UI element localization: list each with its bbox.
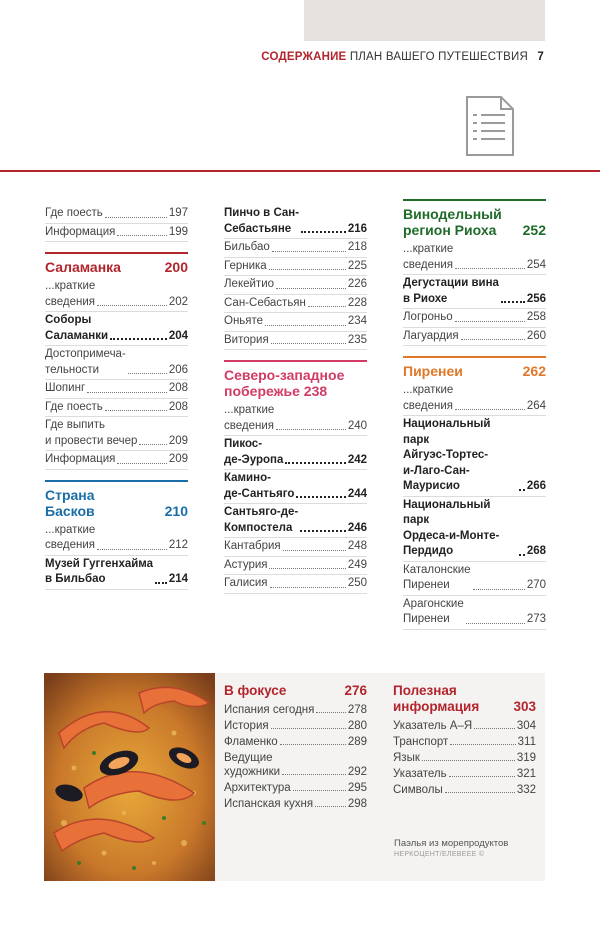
toc-entry-label: Арагонские Пиренеи xyxy=(403,597,464,625)
toc-entry-page: 270 xyxy=(526,579,546,591)
leader-dots xyxy=(269,568,345,569)
toc-entry-page: 250 xyxy=(347,577,367,589)
leader-dots xyxy=(300,530,346,532)
leader-dots xyxy=(139,444,166,445)
toc-entry[interactable] xyxy=(224,557,367,576)
toc-entry-page: 244 xyxy=(347,487,367,500)
section-title-page: 210 xyxy=(164,502,188,519)
toc-entry-label: Достопримеча- тельности xyxy=(45,348,126,376)
toc-entry[interactable] xyxy=(224,470,367,504)
toc-entry-label: История xyxy=(224,720,269,732)
toc-entry-label: Символы xyxy=(393,784,443,796)
toc-entry-page: 258 xyxy=(526,311,546,323)
toc-entry[interactable] xyxy=(45,451,188,470)
toc-entry-page: 273 xyxy=(526,613,546,625)
leader-dots xyxy=(466,623,525,624)
leader-dots xyxy=(285,462,345,464)
toc-entry-page: 226 xyxy=(347,278,367,290)
toc-entry[interactable] xyxy=(224,734,367,750)
section-title-text: Саламанка xyxy=(45,259,121,275)
toc-entry-label: Оньяте xyxy=(224,315,264,327)
toc-entry-page: 321 xyxy=(516,768,536,780)
section-title[interactable] xyxy=(45,259,188,275)
seafood-paella-photo xyxy=(44,673,215,881)
toc-entry-page: 242 xyxy=(347,453,367,466)
toc-entry[interactable] xyxy=(403,562,546,596)
leader-dots xyxy=(461,339,525,340)
toc-entry-page: 208 xyxy=(168,382,188,394)
leader-dots xyxy=(445,792,515,793)
section-title-text: Винодельный регион Риоха xyxy=(403,206,502,238)
toc-entry-page: 209 xyxy=(168,453,188,465)
leader-dots xyxy=(455,268,525,269)
leader-dots xyxy=(519,554,525,556)
toc-entry-label: Лагуардия xyxy=(403,329,459,342)
leader-dots xyxy=(155,582,167,584)
toc-entry[interactable] xyxy=(224,295,367,314)
toc-entry-label: Астурия xyxy=(224,558,268,571)
leader-dots xyxy=(280,744,346,745)
leader-dots xyxy=(271,728,346,729)
toc-entry-page: 289 xyxy=(347,736,367,748)
header-page-number: 7 xyxy=(537,51,544,63)
toc-entry-label: Пикос- де-Эуропа xyxy=(224,438,284,466)
toc-entry-page: 256 xyxy=(526,292,546,305)
leader-dots xyxy=(315,806,346,807)
leader-dots xyxy=(474,728,515,729)
leader-dots xyxy=(276,429,346,430)
leader-dots xyxy=(316,712,345,713)
toc-entry-label: Лекейтио xyxy=(224,278,275,290)
section-title-page: 262 xyxy=(522,363,546,379)
toc-entry[interactable] xyxy=(224,258,367,277)
section-title[interactable] xyxy=(224,683,367,699)
toc-entry[interactable] xyxy=(403,382,546,416)
toc-entry-label: Язык xyxy=(393,752,420,764)
toc-entry-label: Кантабрия xyxy=(224,540,281,552)
document-list-icon xyxy=(465,95,517,157)
toc-entry-label: Национальный парк Айгуэс-Тортес- и-Лаго-Сан- Маурисио xyxy=(403,418,491,492)
photo-credit: НЕРКОЦЕНТ/ЕЛЕВЕЕЕ © xyxy=(394,851,485,858)
running-header xyxy=(261,51,544,63)
header-section: СОДЕРЖАНИЕ xyxy=(261,51,347,63)
toc-entry-page: 228 xyxy=(347,296,367,309)
section-title[interactable] xyxy=(403,363,546,379)
toc-entry-label: Музей Гуггенхайма в Бильбао xyxy=(45,557,154,585)
leader-dots xyxy=(276,288,346,289)
toc-entry-label: Сан-Себастьян xyxy=(224,296,306,309)
toc-entry-label: Соборы Саламанки xyxy=(45,314,109,342)
toc-entry[interactable] xyxy=(45,556,188,590)
toc-entry-label: Ведущие художники xyxy=(224,752,281,778)
toc-entry[interactable] xyxy=(224,205,367,239)
section-basque-country xyxy=(45,480,188,590)
toc-entry[interactable] xyxy=(45,522,188,556)
toc-entry[interactable] xyxy=(224,796,367,812)
section-title-page: 252 xyxy=(522,222,546,238)
leader-dots xyxy=(105,410,167,411)
section-title-text: Северо-западное побережье 238 xyxy=(224,367,345,399)
leader-dots xyxy=(282,774,346,775)
section-title-page: 276 xyxy=(344,683,367,698)
toc-entry-label: Пинчо в Сан- Себастьяне xyxy=(224,207,300,235)
header-title: ПЛАН ВАШЕГО ПУТЕШЕСТВИЯ xyxy=(349,51,528,63)
toc-entry[interactable] xyxy=(224,239,367,258)
toc-entry-label: Логроньо xyxy=(403,311,453,323)
toc-entry-page: 311 xyxy=(517,736,536,748)
leader-dots xyxy=(272,251,346,252)
leader-dots xyxy=(265,325,346,326)
toc-group-basque-continued xyxy=(224,205,367,350)
section-title[interactable] xyxy=(224,367,367,399)
toc-entry-page: 248 xyxy=(347,540,367,552)
leader-dots xyxy=(449,776,515,777)
toc-entry-label: Транспорт xyxy=(393,736,449,748)
toc-entry-page: 197 xyxy=(168,207,188,219)
leader-dots xyxy=(128,373,167,374)
toc-entry[interactable] xyxy=(224,313,367,332)
toc-entry[interactable] xyxy=(224,575,367,594)
leader-dots xyxy=(519,489,525,491)
toc-entry[interactable] xyxy=(224,504,367,538)
toc-entry-label: Сантьяго-де- Компостела xyxy=(224,506,299,534)
toc-entry-label: Галисия xyxy=(224,577,268,589)
toc-entry-page: 295 xyxy=(347,782,367,794)
leader-dots xyxy=(283,550,346,551)
toc-entry[interactable] xyxy=(224,538,367,557)
toc-entry-page: 235 xyxy=(347,333,367,346)
toc-entry[interactable] xyxy=(45,380,188,399)
toc-entry-label: Указатель А–Я xyxy=(393,720,473,732)
toc-entry[interactable] xyxy=(393,718,536,734)
leader-dots xyxy=(296,496,345,498)
toc-entry[interactable] xyxy=(403,275,546,309)
toc-entry[interactable] xyxy=(45,205,188,224)
toc-entry-page: 264 xyxy=(526,399,546,412)
toc-entry-page: 212 xyxy=(168,539,188,551)
toc-entry[interactable] xyxy=(224,718,367,734)
leader-dots xyxy=(87,392,167,393)
leader-dots xyxy=(269,269,346,270)
photo-caption: Паэлья из морепродуктов xyxy=(394,838,509,849)
section-title-page: 303 xyxy=(513,699,536,714)
section-title[interactable] xyxy=(393,683,536,715)
leader-dots xyxy=(117,463,166,464)
leader-dots xyxy=(308,306,346,307)
section-rioja xyxy=(403,199,546,346)
toc-entry-label: Бильбао xyxy=(224,241,270,253)
toc-entry-page: 298 xyxy=(347,798,367,810)
toc-entry[interactable] xyxy=(45,224,188,243)
section-in-focus xyxy=(224,683,367,812)
toc-entry-label: Шопинг xyxy=(45,382,86,394)
toc-entry-page: 332 xyxy=(516,784,536,796)
toc-entry-page: 249 xyxy=(347,558,367,571)
toc-entry[interactable] xyxy=(45,417,188,451)
toc-entry-page: 209 xyxy=(168,434,188,447)
toc-entry-page: 304 xyxy=(516,720,536,732)
toc-entry-label: ...краткие сведения xyxy=(224,404,275,432)
toc-entry-page: 216 xyxy=(347,222,367,235)
toc-entry-label: Указатель xyxy=(393,768,447,780)
toc-entry-page: 208 xyxy=(168,400,188,413)
toc-entry[interactable] xyxy=(403,309,546,328)
toc-entry[interactable] xyxy=(393,782,536,798)
toc-entry[interactable] xyxy=(403,596,546,630)
leader-dots xyxy=(293,790,346,791)
toc-entry-page: 319 xyxy=(516,752,536,764)
toc-entry-page: 268 xyxy=(526,545,546,557)
toc-entry[interactable] xyxy=(224,750,367,780)
toc-entry[interactable] xyxy=(393,750,536,766)
toc-entry-label: ...краткие сведения xyxy=(403,384,454,412)
toc-entry-page: 218 xyxy=(347,241,367,253)
bottom-panel xyxy=(44,673,545,881)
toc-entry-label: Фламенко xyxy=(224,736,278,748)
toc-entry-label: Испанская кухня xyxy=(224,798,314,810)
toc-entry[interactable] xyxy=(224,780,367,796)
leader-dots xyxy=(450,744,515,745)
toc-entry-label: ...краткие сведения xyxy=(403,243,454,271)
section-salamanca xyxy=(45,252,188,470)
leader-dots xyxy=(270,587,346,588)
toc-entry[interactable] xyxy=(224,276,367,295)
section-practical-info xyxy=(393,683,536,798)
toc-entry-page: 266 xyxy=(526,480,546,492)
toc-entry-page: 292 xyxy=(347,766,367,778)
section-title[interactable] xyxy=(45,487,188,519)
toc-entry-page: 234 xyxy=(347,315,367,327)
toc-entry-label: ...краткие сведения xyxy=(45,280,96,308)
toc-entry-page: 280 xyxy=(347,720,367,732)
toc-entry[interactable] xyxy=(393,766,536,782)
toc-entry-page: 278 xyxy=(347,704,367,716)
leader-dots xyxy=(473,589,525,590)
toc-entry-page: 225 xyxy=(347,259,367,272)
leader-dots xyxy=(455,321,525,322)
toc-entry[interactable] xyxy=(403,328,546,347)
toc-entry[interactable] xyxy=(224,332,367,351)
toc-entry[interactable] xyxy=(224,402,367,436)
leader-dots xyxy=(110,338,167,340)
toc-entry-label: Герника xyxy=(224,259,267,272)
section-title-text: Страна Басков xyxy=(45,486,95,519)
toc-entry[interactable] xyxy=(224,702,367,718)
toc-entry-label: Где поесть xyxy=(45,400,103,413)
toc-entry-label: Каталонские Пиренеи xyxy=(403,563,471,591)
section-title[interactable] xyxy=(403,206,546,238)
toc-column-1 xyxy=(45,205,188,600)
leader-dots xyxy=(422,760,515,761)
toc-entry-page: 240 xyxy=(347,419,367,432)
toc-entry-label: Где поесть xyxy=(45,207,103,219)
toc-entry-page: 202 xyxy=(168,295,188,308)
toc-entry-label: Где выпить и провести вечер xyxy=(45,419,138,447)
header-band xyxy=(304,0,545,41)
section-title-text: Пиренеи xyxy=(403,363,463,379)
toc-entry[interactable] xyxy=(403,497,546,562)
toc-column-2 xyxy=(224,205,367,604)
toc-entry-label: Витория xyxy=(224,333,269,346)
toc-entry-label: Испания сегодня xyxy=(224,704,315,716)
toc-entry[interactable] xyxy=(45,312,188,346)
toc-entry-page: 199 xyxy=(168,225,188,238)
toc-entry-label: Архитектура xyxy=(224,782,291,794)
toc-entry-label: Национальный парк Ордеса-и-Монте- Пердидо xyxy=(403,498,500,557)
toc-column-3 xyxy=(403,197,546,640)
leader-dots xyxy=(105,217,167,218)
leader-dots xyxy=(97,305,167,306)
toc-entry-label: Камино- де-Сантьяго xyxy=(224,472,295,500)
leader-dots xyxy=(97,549,167,550)
section-pyrenees xyxy=(403,356,546,630)
toc-entry-label: Дегустации вина в Риохе xyxy=(403,277,499,305)
section-title-text: Полезная информация xyxy=(393,683,480,714)
section-northwest-coast xyxy=(224,360,367,594)
toc-entry-page: 206 xyxy=(168,363,188,376)
leader-dots xyxy=(455,409,525,410)
toc-entry-label: Информация xyxy=(45,453,116,465)
toc-entry-page: 254 xyxy=(526,258,546,271)
toc-entry-label: ...краткие сведения xyxy=(45,523,96,551)
leader-dots xyxy=(271,343,346,344)
leader-dots xyxy=(117,235,166,236)
toc-entry-label: Информация xyxy=(45,225,116,238)
section-title-page: 200 xyxy=(164,259,188,275)
toc-entry[interactable] xyxy=(45,278,188,312)
toc-entry-page: 204 xyxy=(168,329,188,342)
section-title-text: В фокусе xyxy=(224,683,287,698)
toc-entry-page: 246 xyxy=(347,521,367,534)
toc-entry[interactable] xyxy=(403,416,546,497)
toc-entry[interactable] xyxy=(224,436,367,470)
toc-entry-page: 214 xyxy=(168,573,188,585)
toc-entry[interactable] xyxy=(403,241,546,275)
header-divider xyxy=(0,170,600,172)
toc-entry[interactable] xyxy=(45,399,188,418)
toc-entry[interactable] xyxy=(45,346,188,380)
toc-group-continued xyxy=(45,205,188,242)
leader-dots xyxy=(301,231,346,233)
leader-dots xyxy=(501,301,525,303)
toc-entry-page: 260 xyxy=(526,329,546,342)
toc-entry[interactable] xyxy=(393,734,536,750)
